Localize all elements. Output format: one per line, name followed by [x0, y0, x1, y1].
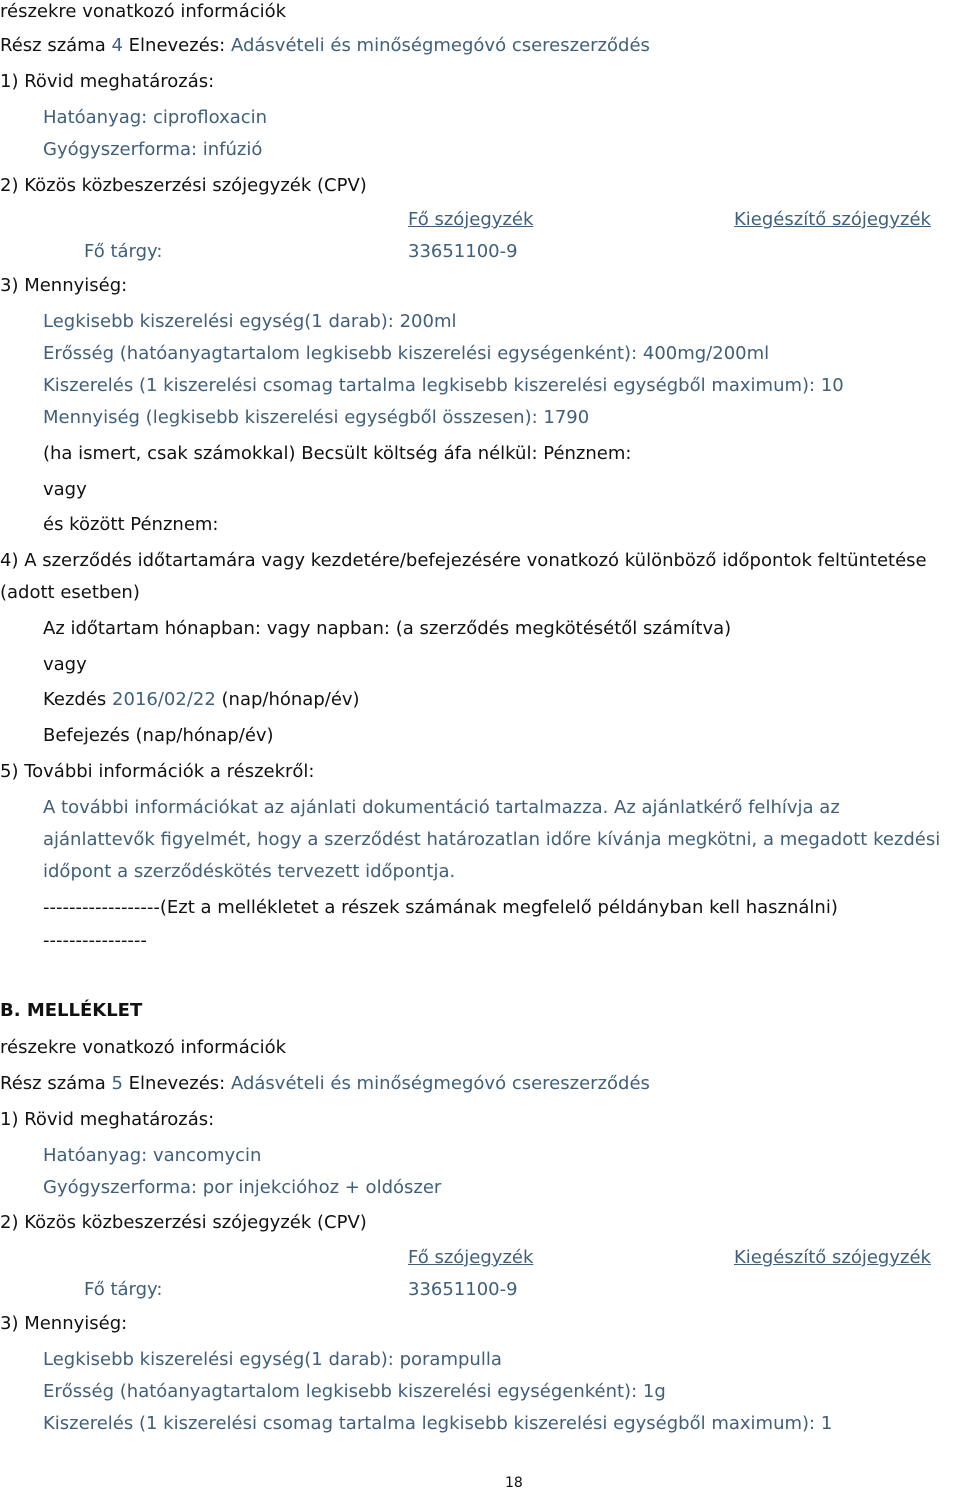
dosage-form: Gyógyszerforma: infúzió: [43, 139, 263, 160]
part-name-value: Adásvételi és minőségmegóvó csereszerződés: [230, 35, 650, 56]
page-number: 18: [505, 1475, 523, 1491]
duration-line: Az időtartam hónapban: vagy napban: (a szerződés megkötésétől számítva): [43, 618, 732, 639]
cpv-main-header: Fő szójegyzék: [408, 1247, 534, 1268]
part-number-value: 5: [111, 1073, 123, 1094]
brief-heading: 1) Rövid meghatározás:: [0, 1109, 215, 1130]
part-number-label: Rész száma: [0, 35, 106, 56]
duration-heading: 4) A szerződés időtartamára vagy kezdetére/befejezésére vonatkozó különböző időpontok feltüntetése: [0, 550, 927, 571]
more-info-text: időpont a szerződéskötés tervezett időpontja.: [43, 861, 456, 882]
smallest-unit: Legkisebb kiszerelési egység(1 darab): 200ml: [43, 311, 457, 332]
duration-heading-cont: (adott esetben): [0, 582, 140, 603]
packaging: Kiszerelés (1 kiszerelési csomag tartalma legkisebb kiszerelési egységből maximum): 10: [43, 375, 844, 396]
more-info-heading: 5) További információk a részekről:: [0, 761, 315, 782]
or-text: vagy: [43, 654, 87, 675]
quantity-heading: 3) Mennyiség:: [0, 1313, 128, 1334]
main-object-label: Fő tárgy:: [84, 1279, 163, 1300]
main-object-code: 33651100-9: [408, 241, 518, 262]
brief-heading: 1) Rövid meghatározás:: [0, 71, 215, 92]
quantity-total: Mennyiség (legkisebb kiszerelési egységből összesen): 1790: [43, 407, 590, 428]
part-number-value: 4: [111, 35, 123, 56]
part-name-label: Elnevezés:: [128, 1073, 226, 1094]
annex-title: B. MELLÉKLET: [0, 1000, 143, 1021]
main-object-code: 33651100-9: [408, 1279, 518, 1300]
more-info-text: ajánlattevők figyelmét, hogy a szerződést határozatlan időre kívánja megkötni, a megadott kezdési: [43, 829, 941, 850]
more-info-text: A további információkat az ajánlati dokumentáció tartalmazza. Az ajánlatkérő felhívja az: [43, 797, 840, 818]
separator-note: ------------------(Ezt a mellékletet a részek számának megfelelő példányban kell használni): [43, 897, 838, 918]
part-number-label: Rész száma: [0, 1073, 106, 1094]
estimated-cost: (ha ismert, csak számokkal) Becsült költség áfa nélkül: Pénznem:: [43, 443, 632, 464]
strength: Erősség (hatóanyagtartalom legkisebb kiszerelési egységenként): 1g: [43, 1381, 666, 1402]
start-date: 2016/02/22: [112, 689, 216, 710]
smallest-unit: Legkisebb kiszerelési egység(1 darab): porampulla: [43, 1349, 502, 1370]
dosage-form: Gyógyszerforma: por injekcióhoz + oldószer: [43, 1177, 442, 1198]
part-name-label: Elnevezés:: [128, 35, 226, 56]
cpv-main-header: Fő szójegyzék: [408, 209, 534, 230]
start-format: (nap/hónap/év): [221, 689, 360, 710]
part-header: részekre vonatkozó információk: [0, 1, 287, 22]
start-label: Kezdés: [43, 689, 107, 710]
strength: Erősség (hatóanyagtartalom legkisebb kiszerelési egységenként): 400mg/200ml: [43, 343, 770, 364]
packaging: Kiszerelés (1 kiszerelési csomag tartalma legkisebb kiszerelési egységből maximum): 1: [43, 1413, 833, 1434]
cpv-supplementary-header: Kiegészítő szójegyzék: [734, 1247, 931, 1268]
main-object-label: Fő tárgy:: [84, 241, 163, 262]
between-currency: és között Pénznem:: [43, 514, 219, 535]
cpv-supplementary-header: Kiegészítő szójegyzék: [734, 209, 931, 230]
part-name-value: Adásvételi és minőségmegóvó csereszerződés: [230, 1073, 650, 1094]
separator-line: ----------------: [43, 930, 147, 951]
part-number-line: [0, 34, 650, 58]
part-number-line: [0, 1072, 650, 1096]
active-ingredient: Hatóanyag: ciprofloxacin: [43, 107, 268, 128]
quantity-heading: 3) Mennyiség:: [0, 275, 128, 296]
part-header: részekre vonatkozó információk: [0, 1037, 287, 1058]
start-date-line: [43, 688, 360, 712]
cpv-heading: 2) Közös közbeszerzési szójegyzék (CPV): [0, 175, 367, 196]
end-date-line: Befejezés (nap/hónap/év): [43, 725, 274, 746]
cpv-heading: 2) Közös közbeszerzési szójegyzék (CPV): [0, 1212, 367, 1233]
or-text: vagy: [43, 479, 87, 500]
active-ingredient: Hatóanyag: vancomycin: [43, 1145, 262, 1166]
